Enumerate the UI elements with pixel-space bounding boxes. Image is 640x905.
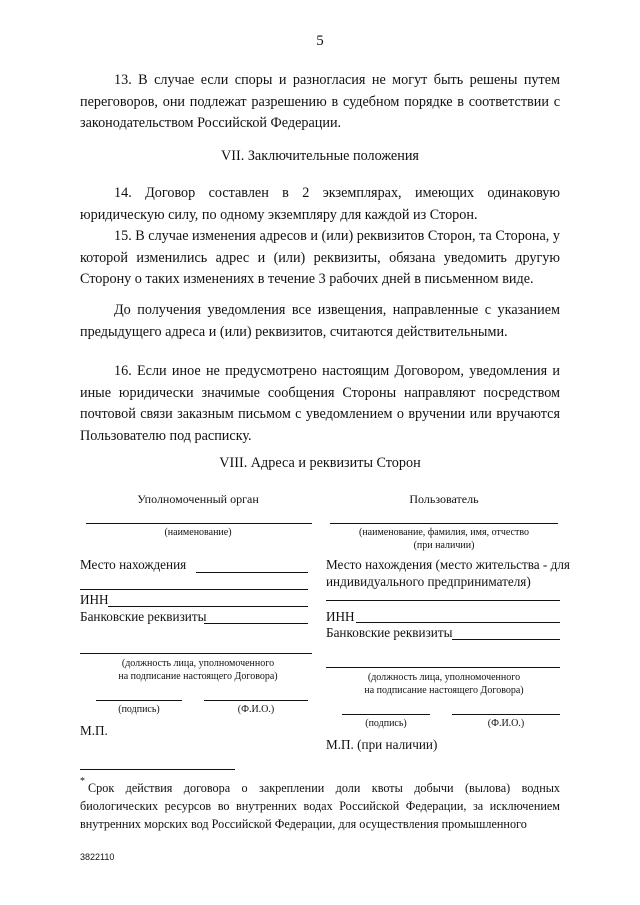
footnote [80, 776, 560, 833]
authority-bank-label: Банковские реквизиты [80, 609, 207, 624]
authority-stamp: М.П. [80, 723, 108, 738]
paragraph-15-continued: До получения уведомления все извещения, направленные с указанием предыдущего адреса и (или) реквизитов, считаются действительными. [80, 302, 560, 340]
paragraph-16: 16. Если иное не предусмотрено настоящим Договором, уведомления и иные юридически значимые сообщения Стороны направляют посредством почтовой связи заказным письмом с уведомлением о вручении или вручаются Пользователю под расписку. [80, 363, 560, 444]
authority-location-label: Место нахождения [80, 557, 187, 572]
authority-position-caption-2: на подписание настоящего Договора) [118, 671, 278, 682]
authority-position-line [80, 653, 312, 654]
user-location-label-2: индивидуального предпринимателя) [326, 574, 531, 589]
user-stamp: М.П. (при наличии) [326, 737, 438, 752]
user-bank-line [452, 639, 560, 640]
authority-position-caption-1: (должность лица, уполномоченного [121, 658, 275, 669]
user-header: Пользователь [409, 492, 479, 506]
authority-signature-line [96, 700, 182, 701]
authority-inn-line [108, 606, 308, 607]
user-position-line [326, 667, 560, 668]
footnote-separator [80, 769, 235, 770]
authority-fio-caption: (Ф.И.О.) [237, 704, 275, 715]
section-8-title: VIII. Адреса и реквизиты Сторон [219, 455, 421, 471]
user-signature-line [342, 714, 430, 715]
user-position-caption-2: на подписание настоящего Договора) [364, 685, 524, 696]
user-inn-label: ИНН [326, 609, 355, 624]
document-code: 3822110 [80, 852, 115, 862]
user-fio-caption: (Ф.И.О.) [487, 718, 525, 729]
footnote-mark: * [80, 776, 85, 787]
authority-inn-label: ИНН [80, 592, 109, 607]
paragraph-13: 13. В случае если споры и разногласия не могут быть решены путем переговоров, они подлежат разрешению в судебном порядке в соответствии с законодательством Российской Федерации. [80, 72, 560, 131]
section-7-title: VII. Заключительные положения [221, 148, 419, 164]
authority-header: Уполномоченный орган [137, 492, 259, 506]
user-name-caption-2: (при наличии) [413, 540, 475, 551]
user-signature-caption: (подпись) [365, 718, 407, 729]
authority-fio-line [204, 700, 308, 701]
user-name-caption-1: (наименование, фамилия, имя, отчество [359, 527, 529, 538]
authority-signature-caption: (подпись) [118, 704, 160, 715]
paragraph-14: 14. Договор составлен в 2 экземплярах, имеющих одинаковую юридическую силу, по одному экземпляру для каждой из Сторон. [80, 185, 560, 223]
user-name-line [330, 523, 558, 524]
paragraph-15: 15. В случае изменения адресов и (или) реквизитов Сторон, та Сторона, у которой изменились адрес и (или) реквизиты, обязана уведомить другую Сторону о таких изменениях в течение 3 рабочих дней в письменном виде. [80, 228, 560, 287]
user-bank-label: Банковские реквизиты [326, 625, 453, 640]
authority-bank-line [204, 623, 308, 624]
authority-location-line-2 [80, 589, 308, 590]
authority-location-line [196, 572, 308, 573]
footnote-text: Срок действия договора о закреплении доли квоты добычи (вылова) водных биологических ресурсов во внутренних водах Российской Федерации, за исключением внутренних морских вод Российской Федерации, для осуществления промышленного [80, 781, 560, 831]
authority-name-line [86, 523, 312, 524]
authority-name-caption: (наименование) [164, 527, 232, 538]
user-inn-line [356, 622, 560, 623]
user-location-line [326, 600, 560, 601]
user-position-caption-1: (должность лица, уполномоченного [367, 672, 521, 683]
user-fio-line [452, 714, 560, 715]
user-location-label-1: Место нахождения (место жительства - для [326, 557, 570, 572]
page-number: 5 [316, 33, 324, 49]
